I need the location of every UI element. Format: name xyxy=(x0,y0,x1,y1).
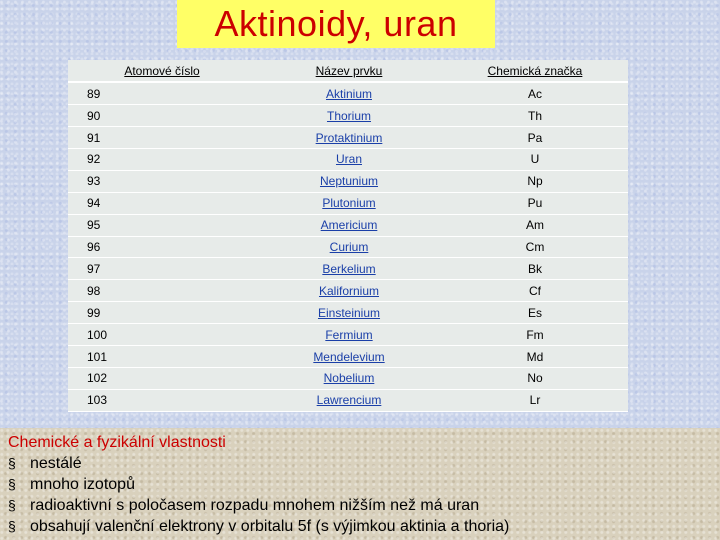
list-item xyxy=(8,516,509,537)
atomic-number-cell: 97 xyxy=(68,258,256,280)
atomic-number-cell: 95 xyxy=(68,214,256,236)
symbol-cell: Pu xyxy=(442,192,628,214)
element-name-link[interactable]: Berkelium xyxy=(256,258,442,280)
element-name-link[interactable]: Curium xyxy=(256,236,442,258)
bullet-icon: § xyxy=(8,455,16,471)
table-row xyxy=(68,346,628,368)
atomic-number-cell: 89 xyxy=(68,82,256,105)
atomic-number-cell: 96 xyxy=(68,236,256,258)
element-name-link[interactable]: Plutonium xyxy=(256,192,442,214)
atomic-number-cell: 91 xyxy=(68,127,256,149)
element-name-link[interactable]: Americium xyxy=(256,214,442,236)
properties-heading: Chemické a fyzikální vlastnosti xyxy=(8,434,226,451)
properties-list xyxy=(8,453,509,537)
actinides-table xyxy=(68,60,628,412)
list-item-text: mnoho izotopů xyxy=(30,476,135,493)
element-name-link[interactable]: Uran xyxy=(256,148,442,170)
symbol-cell: Cm xyxy=(442,236,628,258)
list-item-text: nestálé xyxy=(30,455,82,472)
element-name-link[interactable]: Nobelium xyxy=(256,368,442,390)
symbol-cell: Pa xyxy=(442,127,628,149)
symbol-cell: Np xyxy=(442,170,628,192)
symbol-cell: Am xyxy=(442,214,628,236)
atomic-number-cell: 92 xyxy=(68,148,256,170)
table-row xyxy=(68,192,628,214)
symbol-cell: Cf xyxy=(442,280,628,302)
table-row xyxy=(68,82,628,105)
symbol-cell: Bk xyxy=(442,258,628,280)
table-row xyxy=(68,148,628,170)
header-chemical-symbol: Chemická značka xyxy=(442,60,628,82)
bullet-icon: § xyxy=(8,497,16,513)
symbol-cell: U xyxy=(442,148,628,170)
header-atomic-number: Atomové číslo xyxy=(68,60,256,82)
atomic-number-cell: 90 xyxy=(68,105,256,127)
properties-section xyxy=(8,432,509,537)
table-row xyxy=(68,368,628,390)
bullet-icon: § xyxy=(8,518,16,534)
bullet-icon: § xyxy=(8,476,16,492)
table-row xyxy=(68,236,628,258)
element-name-link[interactable]: Fermium xyxy=(256,324,442,346)
element-name-link[interactable]: Aktinium xyxy=(256,82,442,105)
element-name-link[interactable]: Mendelevium xyxy=(256,346,442,368)
table-row xyxy=(68,170,628,192)
table-row xyxy=(68,302,628,324)
list-item xyxy=(8,453,509,474)
table-row xyxy=(68,214,628,236)
table-body xyxy=(68,82,628,412)
atomic-number-cell: 102 xyxy=(68,368,256,390)
symbol-cell: Th xyxy=(442,105,628,127)
list-item xyxy=(8,474,509,495)
atomic-number-cell: 99 xyxy=(68,302,256,324)
table-row xyxy=(68,258,628,280)
atomic-number-cell: 94 xyxy=(68,192,256,214)
table-row xyxy=(68,280,628,302)
symbol-cell: Lr xyxy=(442,389,628,411)
symbol-cell: Md xyxy=(442,346,628,368)
table-header-row xyxy=(68,60,628,82)
element-name-link[interactable]: Thorium xyxy=(256,105,442,127)
page-title: Aktinoidy, uran xyxy=(214,3,458,44)
element-name-link[interactable]: Lawrencium xyxy=(256,389,442,411)
list-item xyxy=(8,495,509,516)
symbol-cell: Fm xyxy=(442,324,628,346)
element-name-link[interactable]: Neptunium xyxy=(256,170,442,192)
element-name-link[interactable]: Protaktinium xyxy=(256,127,442,149)
element-name-link[interactable]: Einsteinium xyxy=(256,302,442,324)
list-item-text: radioaktivní s poločasem rozpadu mnohem nižším než má uran xyxy=(30,497,480,514)
symbol-cell: No xyxy=(442,368,628,390)
table-row xyxy=(68,105,628,127)
atomic-number-cell: 98 xyxy=(68,280,256,302)
atomic-number-cell: 103 xyxy=(68,389,256,411)
list-item-text: obsahují valenční elektrony v orbitalu 5f (s výjimkou aktinia a thoria) xyxy=(30,518,510,535)
atomic-number-cell: 93 xyxy=(68,170,256,192)
element-name-link[interactable]: Kalifornium xyxy=(256,280,442,302)
actinides-table-container xyxy=(68,60,628,412)
header-element-name: Název prvku xyxy=(256,60,442,82)
symbol-cell: Ac xyxy=(442,82,628,105)
atomic-number-cell: 101 xyxy=(68,346,256,368)
table-row xyxy=(68,324,628,346)
atomic-number-cell: 100 xyxy=(68,324,256,346)
title-box xyxy=(177,0,495,48)
symbol-cell: Es xyxy=(442,302,628,324)
table-row xyxy=(68,389,628,411)
table-row xyxy=(68,127,628,149)
